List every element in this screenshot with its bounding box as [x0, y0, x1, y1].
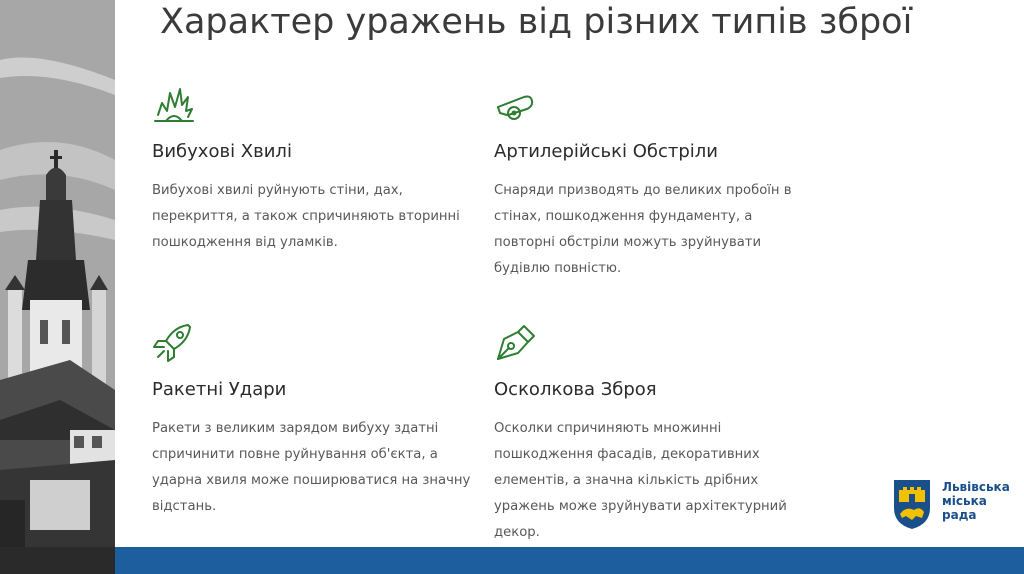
card-text: Ракети з великим зарядом вибуху здатні спричинити повне руйнування об'єкта, а ударна хвиля може поширюватися на значну відстань.	[152, 421, 471, 514]
city-photo-strip	[0, 0, 115, 547]
lviv-city-council-logo	[892, 478, 1012, 532]
footer-bar-dark-segment	[0, 547, 115, 574]
church-tower-photo	[0, 0, 115, 547]
logo-text	[942, 480, 1010, 522]
cannon-icon	[494, 85, 538, 125]
logo-line: Львівська	[942, 480, 1010, 494]
card-heading: Вибухові Хвилі	[152, 141, 292, 162]
logo-line: міська	[942, 494, 987, 508]
slide-title: Характер уражень від різних типів зброї	[160, 2, 913, 42]
card-text: Осколки спричиняють множинні пошкодження фасадів, декоративних елементів, а значна кількість дрібних уражень може зруйнувати архітектурний декор.	[494, 421, 787, 540]
logo-line: рада	[942, 508, 977, 522]
rocket-icon	[152, 323, 196, 363]
card-text: Вибухові хвилі руйнують стіни, дах, перекриття, а також спричиняють вторинні пошкодження від уламків.	[152, 183, 460, 250]
card-text: Снаряди призводять до великих пробоїн в стінах, пошкодження фундаменту, а повторні обстріли можуть зруйнувати будівлю повністю.	[494, 183, 792, 276]
card-heading: Осколкова Зброя	[494, 379, 657, 400]
pen-nib-icon	[494, 323, 538, 363]
card-heading: Ракетні Удари	[152, 379, 287, 400]
card-heading: Артилерійські Обстріли	[494, 141, 719, 162]
city-coat-of-arms-icon	[892, 478, 932, 530]
footer-bar	[0, 547, 1024, 574]
explosion-icon	[152, 85, 196, 125]
